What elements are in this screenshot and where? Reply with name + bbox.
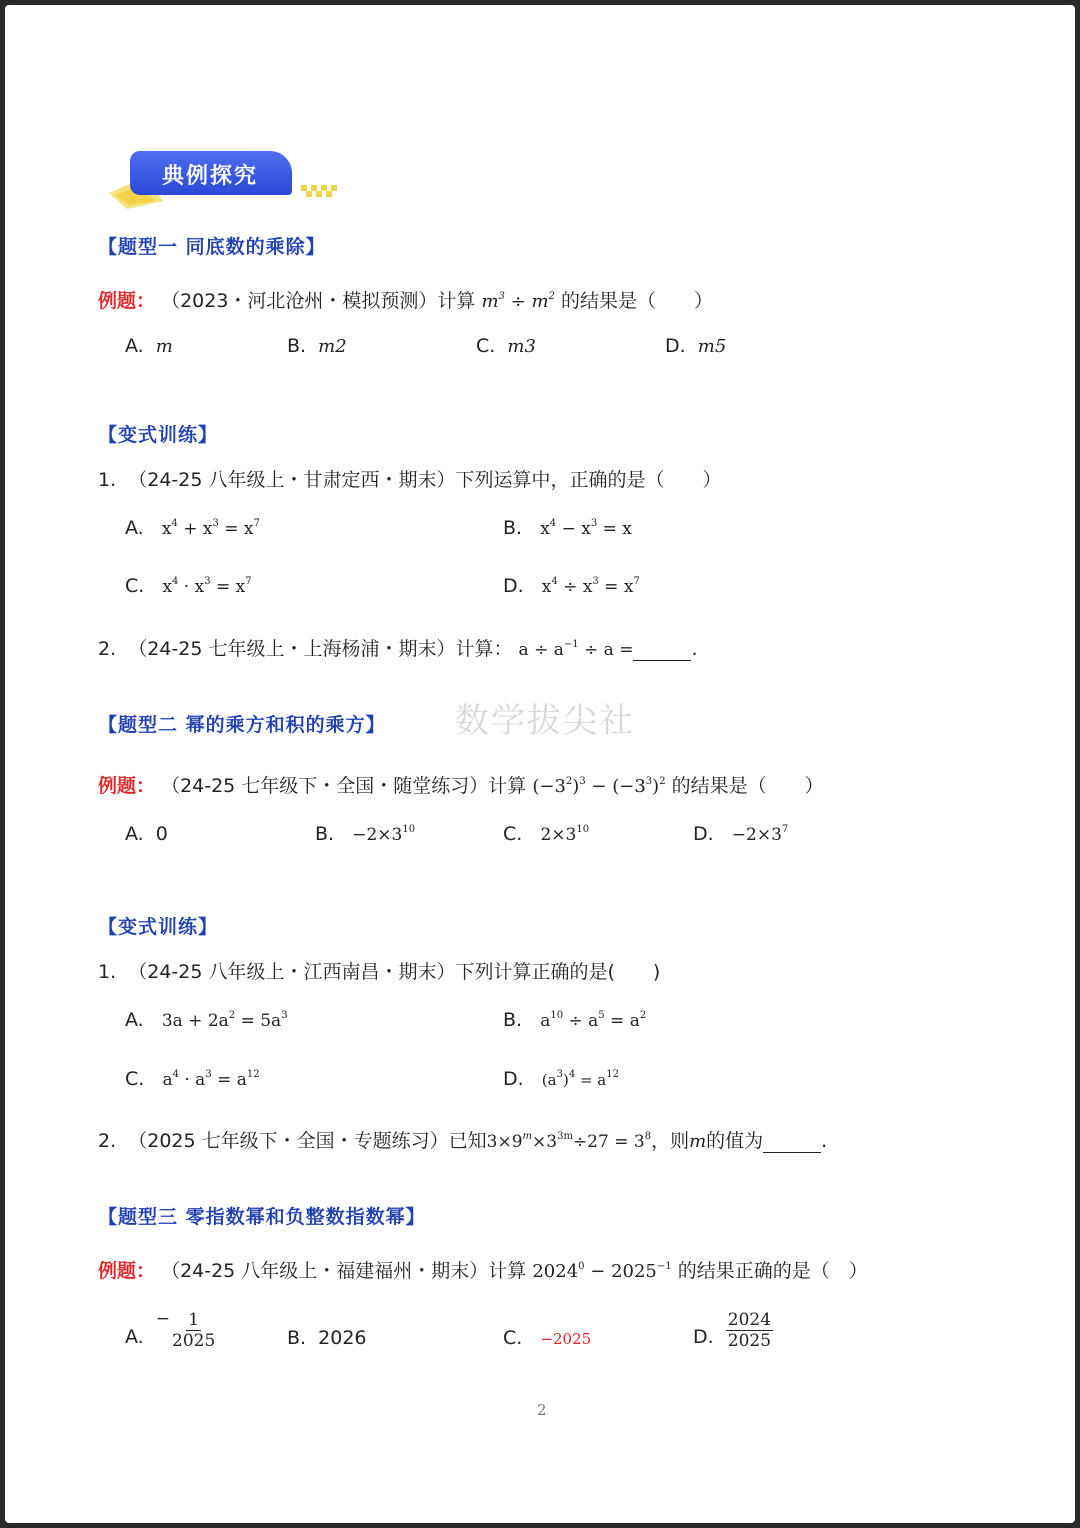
ex3-option-a: A. − $\frac{1}{2025}$ [125, 1309, 216, 1351]
example-label: 例题： [98, 290, 156, 312]
watermark: 数学拔尖社 [455, 701, 635, 741]
ex2-option-d: D. $-2\times 3^7$ [693, 823, 789, 845]
option-b: B. m2 [287, 335, 347, 357]
section-title-2: 【题型二 幂的乘方和积的乘方】 [98, 714, 386, 736]
option-c: C. m3 [476, 335, 536, 357]
p2q1-option-a: A. $3a + 2a^2 = 5a^3$ [125, 1009, 288, 1031]
ex3-option-b: B. 2026 [287, 1327, 367, 1349]
answer-blank[interactable] [633, 642, 691, 661]
p1q1-option-b: B. $x^4 - x^3 = x$ [503, 517, 632, 539]
ex2-option-b: B. $-2\times 3^{10}$ [315, 823, 416, 845]
section-title-1: 【题型一 同底数的乘除】 [98, 236, 326, 258]
option-a: A. m [125, 335, 173, 357]
p1q1-option-c: C. $x^4 \cdot x^3 = x^7$ [125, 575, 252, 597]
p1q1-option-d: D. $x^4 \div x^3 = x^7$ [503, 575, 640, 597]
answer-blank-2[interactable] [763, 1134, 821, 1153]
practice-1-q2: 2. （24-25 七年级上・上海杨浦・期末）计算： $a \div a^{-1} \div a$ = . [98, 638, 698, 660]
example-2: 例题： （24-25 七年级下・全国・随堂练习）计算 $(-3^2)^3 - (-3^3)^2$ 的结果是（ ） [98, 775, 824, 797]
example-source: （2023・河北沧州・模拟预测）计算 [161, 290, 476, 312]
practice-2-q1: 1. （24-25 八年级上・江西南昌・期末）下列计算正确的是( ) [98, 961, 661, 983]
example-3: 例题： （24-25 八年级上・福建福州・期末）计算 $2024^0 - 2025^{-1}$ 的结果正确的是（ ） [98, 1260, 868, 1282]
example-formula: $m^3 \div m^2$ [481, 291, 555, 312]
ex3-option-d: D. $\frac{2024}{2025}$ [693, 1310, 772, 1351]
ex2-option-a: A. 0 [125, 823, 168, 845]
page-number: 2 [537, 1401, 547, 1419]
practice-title-2: 【变式训练】 [98, 916, 219, 938]
section-title-3: 【题型三 零指数幂和负整数指数幂】 [98, 1206, 426, 1228]
practice-1-q1: 1. （24-25 八年级上・甘肃定西・期末）下列运算中，正确的是（ ） [98, 469, 722, 491]
ex2-option-c: C. $2\times 3^{10}$ [503, 823, 590, 845]
p1q1-option-a: A. $x^4 + x^3 = x^7$ [125, 517, 260, 539]
option-d: D. m5 [665, 335, 727, 357]
p2q1-option-b: B. $a^{10} \div a^5 = a^2$ [503, 1009, 647, 1031]
example-1 [98, 286, 713, 313]
banner-title: 典例探究 [162, 164, 259, 189]
document-page [5, 5, 1075, 1523]
practice-title-1: 【变式训练】 [98, 424, 219, 446]
practice-2-q2: 2. （2025 七年级下・全国・专题练习）已知$3\times 9^m\times 3^{3m}\div 27 = 3^8$，则m的值为 . [98, 1130, 828, 1152]
example-suffix: 的结果是（ ） [560, 290, 713, 312]
ex3-option-c: C. −2025 [503, 1327, 592, 1349]
p2q1-option-d: D. $(a^3)^4 = a^{12}$ [503, 1068, 619, 1090]
p2q1-option-c: C. $a^4 \cdot a^3 = a^{12}$ [125, 1068, 260, 1090]
